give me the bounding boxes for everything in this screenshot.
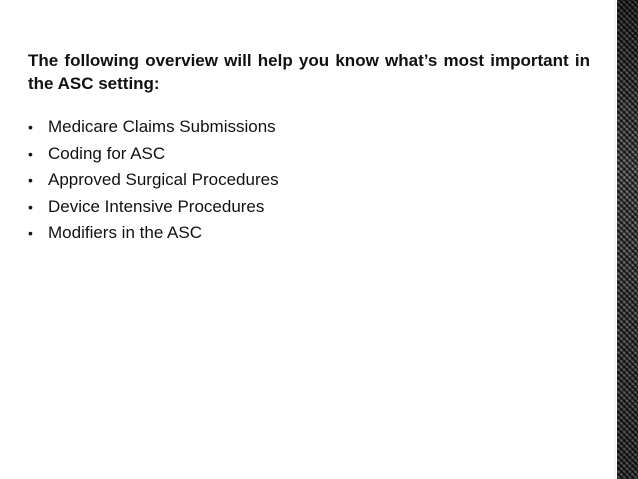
list-item-text: Coding for ASC <box>48 143 166 163</box>
bullet-dot-icon: • <box>28 172 33 188</box>
list-item-text: Medicare Claims Submissions <box>48 117 276 136</box>
bullet-dot-icon: • <box>28 145 33 162</box>
bullet-dot-icon: • <box>28 225 33 241</box>
bullet-dot-icon: • <box>28 119 33 135</box>
decorative-side-strip <box>614 0 638 479</box>
list-item-text: Approved Surgical Procedures <box>48 170 279 189</box>
list-item-text: Device Intensive Procedures <box>48 196 265 216</box>
list-item <box>28 141 590 168</box>
list-item <box>28 114 590 141</box>
list-item-text: Modifiers in the ASC <box>48 223 203 242</box>
bullet-list <box>28 114 590 247</box>
list-item <box>28 167 590 194</box>
list-item <box>28 194 590 221</box>
intro-text: The following overview will help you know what’s most important in the ASC setting: <box>28 51 590 93</box>
slide-content <box>28 49 590 247</box>
list-item <box>28 220 590 247</box>
bullet-dot-icon: • <box>28 198 33 215</box>
